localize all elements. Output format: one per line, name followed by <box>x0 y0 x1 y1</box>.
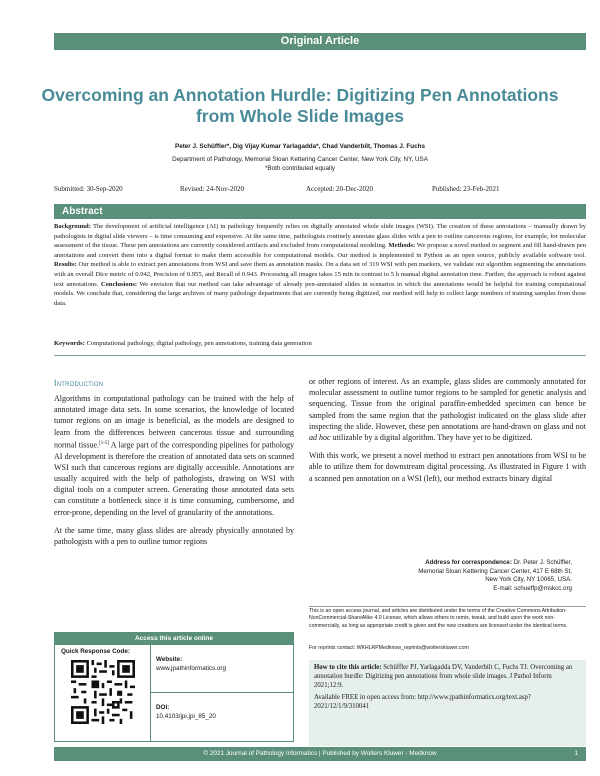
website-link[interactable]: www.jpathinformatics.org <box>156 665 226 672</box>
correspondence-label: Address for correspondence: <box>425 559 512 566</box>
doi-cell <box>150 693 293 731</box>
article-type-label: Original Article <box>280 35 360 47</box>
affiliation: Department of Pathology, Memorial Sloan Kettering Cancer Center, New York City, NY, USA <box>172 156 428 163</box>
keywords-text: Computational pathology, digital pathology, pen annotations, training data generation <box>86 340 312 347</box>
correspondence-address <box>400 559 572 594</box>
correspondence-name: Dr. Peter J. Schüffler, <box>513 559 572 566</box>
article-type-banner <box>54 33 586 50</box>
article-title: Overcoming an Annotation Hurdle: Digitizing Pen Annotations from Whole Slide Images <box>41 85 559 126</box>
ad-hoc-emphasis: ad hoc <box>309 433 331 443</box>
website-label: Website: <box>156 656 183 663</box>
methods-text: We propose a novel method to segment and fill hand-drawn pen annotations and convert them into a digital format to make them accessible for computational models. Our method is implemented in Python as an open source, publicly available software tool. <box>54 242 586 259</box>
correspondence-line-1: Memorial Sloan Kettering Cancer Center, 417 E 68th St, <box>418 567 572 575</box>
qr-cell <box>55 645 151 742</box>
cite-label: How to cite this article: <box>314 664 382 671</box>
background-text: The development of artificial intelligence (AI) in pathology frequently relies on digitally annotated whole slide images (WSI). The creation of these annotations – manually drawn by pathologists in digital slide viewers – is time consuming and expensive. At the same time, pathologists routinely annotate glass slides with a pen to outline cancerous regions, for example, for molecular assessment of the tissue. These pen annotations are currently considered artifacts and excluded from computational modeling. <box>54 223 587 250</box>
left-column <box>54 393 294 554</box>
qr-code-icon[interactable] <box>71 660 135 724</box>
conclusions-label: Conclusions: <box>100 280 138 288</box>
accepted-date: Accepted: 20-Dec-2020 <box>306 185 374 193</box>
footer-copyright: © 2021 Journal of Pathology Informatics | Published by Wolters Kluwer - Medknow <box>203 750 437 757</box>
right-column <box>309 376 586 491</box>
how-to-cite-box <box>309 660 586 746</box>
results-label: Results: <box>54 261 77 269</box>
conclusions-text: We envision that our method can take advantage of already pen-annotated slides in scenarios in which the annotations would be helpful for training computational models. We conclude that, considering the large archives of many pathology departments that are currently being digitized, our method will help to collect large numbers of training samples from those data. <box>54 280 586 307</box>
intro-paragraph-2: At the same time, many glass slides are already physically annotated by pathologists with a pen to outline tumor regions <box>54 525 294 547</box>
keywords-label: Keywords: <box>54 340 85 347</box>
qr-label: Quick Response Code: <box>61 648 130 655</box>
intro-p3-text: or other regions of interest. As an example, glass slides are commonly annotated for molecular assessment to outline tumor regions to be sampled for genetic analysis and sequencing. Tissue from the original paraffin-embedded specimen can hence be sampled from the same region that the pathologist indicated on the glass slide after inspecting the slide. However, these pen annotations are hand-drawn on glass and not <box>309 377 586 431</box>
results-text: Our method is able to extract pen annotations from WSI and save them as annotation masks. On a data set of 319 WSI with pen markers, we validate our algorithm segmenting the annotations with an overall Dice metric of 0.942, Precision of 0.955, and Recall of 0.943. Processing all images takes 15 min in contrast to 5 h manual digital annotation time. Further, the approach is robust against text annotations. <box>54 261 586 288</box>
correspondence-line-2: New York City, NY 10065, USA. <box>485 576 572 584</box>
date-line <box>54 185 586 195</box>
doi-label: DOI: <box>156 704 170 711</box>
methods-label: Methods: <box>388 242 416 250</box>
access-heading: Access this article online <box>55 633 293 645</box>
equal-contribution-note: *Both contributed equally <box>264 165 335 172</box>
page-footer <box>54 747 586 761</box>
license-notice: This is an open access journal, and articles are distributed under the terms of the Creative Commons Attribution-NonCommercial-ShareAlike 4.0 License, which allows others to remix, tweak, and build upon the work non-commercially, as long as appropriate credit is given and the new creations are licensed under the identical terms. <box>309 608 568 629</box>
license-divider <box>309 606 586 607</box>
intro-p1-text: Algorithms in computational pathology can be trained with the help of annotated image data sets. In some scenarios, the knowledge of located tumor regions on an image is beneficial, as the models are designed to learn from the differences between cancerous tissue and surrounding normal tissue. <box>54 394 294 450</box>
published-date: Published: 23-Feb-2021 <box>432 185 500 193</box>
author-list: Peter J. Schüffler*, Dig Vijay Kumar Yarlagadda*, Chad Vanderbilt, Thomas J. Fuchs <box>175 143 425 150</box>
background-label: Background: <box>54 223 91 230</box>
keywords <box>54 339 586 348</box>
access-online-box <box>54 632 294 742</box>
revised-date: Revised: 24-Nov-2020 <box>180 185 244 193</box>
intro-paragraph-4: With this work, we present a novel method to extract pen annotations from WSI to be able to utilize them for downstream digital processing. As illustrated in Figure 1 with a scanned pen annotation on a WSI (left), our method extracts binary digital <box>309 451 586 483</box>
introduction-heading: Introduction <box>54 378 104 388</box>
intro-paragraph-3 <box>309 376 586 443</box>
affiliation-block <box>40 155 560 173</box>
doi-link[interactable]: 10.4103/jpi.jpi_85_20 <box>156 713 216 720</box>
cite-text: Schüffler PJ, Yarlagadda DV, Vanderbilt C, Fuchs TJ. Overcoming an annotation hurdle: Digitizing pen annotations from whole slide images. J Pathol Inform 2021;12:9. <box>314 664 573 689</box>
correspondence-email[interactable]: E-mail: schueffp@mskcc.org <box>493 585 572 593</box>
reprints-contact[interactable]: For reprints contact: WKHLRPMedknow_reprints@wolterskluwer.com <box>309 645 469 651</box>
abstract-body <box>54 222 586 308</box>
page-number: 1 <box>574 750 578 757</box>
submitted-date: Submitted: 30-Sep-2020 <box>54 185 123 193</box>
available-link[interactable]: Available FREE in open access from: http://www.jpathinformatics.org/text.asp?2021/12/1/9/310041 <box>314 694 531 710</box>
website-cell <box>150 645 293 693</box>
intro-paragraph-1 <box>54 393 294 518</box>
intro-p1-text-cont: A large part of the corresponding pipelines for pathology AI development is therefore the creation of annotated data sets on scanned WSI such that cancerous regions are digitally accessible. Annotations are usually acquired with the help of pathologists, drawing on WSI with digital tools on a computer screen. Generating those annotated data sets can constitute a bottleneck since it is time consuming, cumbersome, and error-prone, depending on the level of granularity of the annotations. <box>54 440 294 517</box>
intro-p3-text-cont: utilizable by a digital algorithm. They have yet to be digitized. <box>330 433 533 443</box>
citation-ref[interactable]: [1-5] <box>99 440 110 446</box>
abstract-heading: Abstract <box>54 204 586 219</box>
section-divider <box>54 355 586 356</box>
